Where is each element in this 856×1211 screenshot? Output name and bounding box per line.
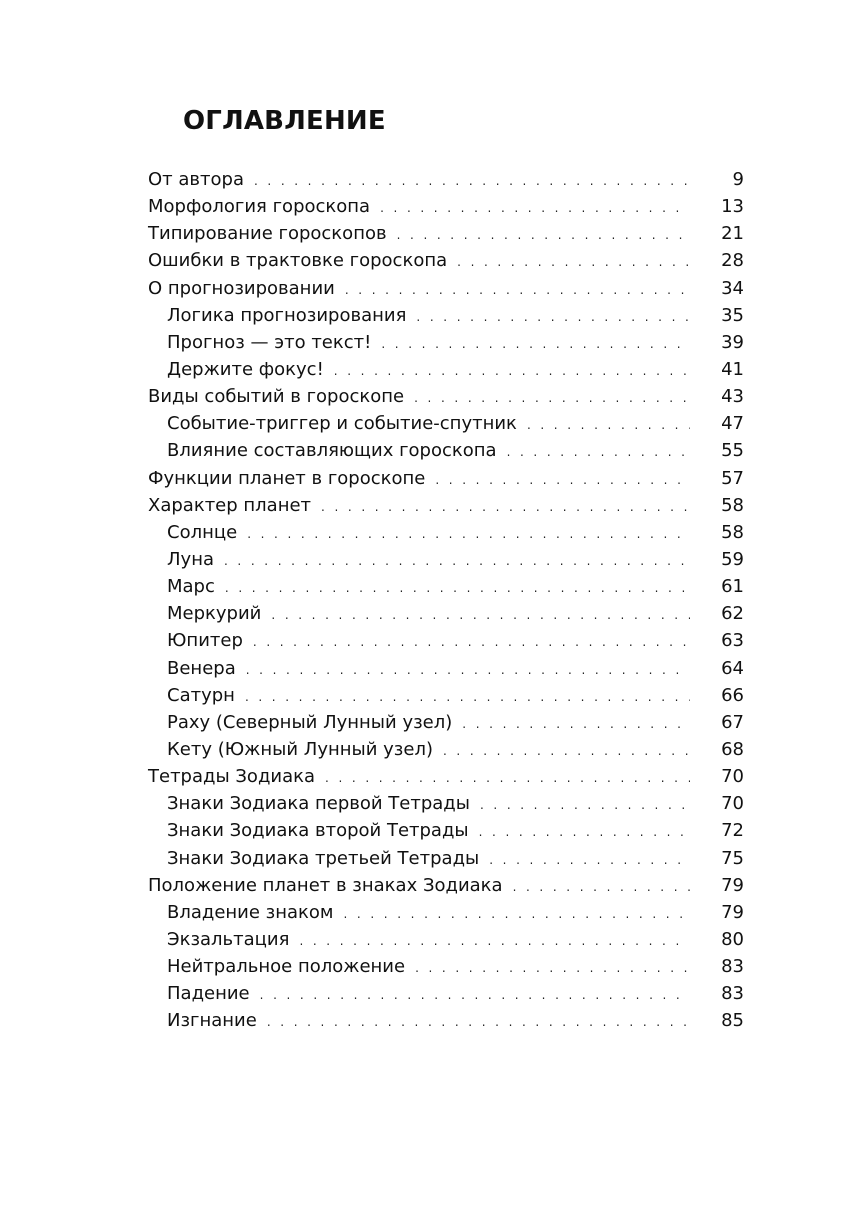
toc-entry-title: Знаки Зодиака третьей Тетрады [167, 847, 480, 869]
toc-entry[interactable] [148, 793, 744, 820]
toc-entry[interactable] [148, 305, 744, 332]
toc-entry-page-number: 58 [721, 494, 744, 516]
toc-entry-page-number: 21 [721, 223, 744, 245]
toc-entry-title: Солнце [167, 521, 238, 543]
toc-entry-title: Виды событий в гороскопе [148, 386, 405, 408]
toc-entry-title: Меркурий [167, 603, 262, 625]
toc-entry-title: Раху (Северный Лунный узел) [167, 711, 453, 733]
toc-entry-page-number: 80 [721, 928, 744, 950]
toc-entry[interactable] [148, 386, 744, 413]
dot-leader [267, 1015, 690, 1029]
toc-entry[interactable] [148, 630, 744, 657]
toc-entry-title: Влияние составляющих гороскопа [167, 440, 497, 462]
dot-leader [513, 880, 690, 894]
toc-entry-page-number: 9 [732, 169, 744, 190]
dot-leader [247, 527, 690, 541]
toc-entry-page-number: 57 [721, 467, 744, 489]
toc-entry-title: Характер планет [148, 494, 312, 516]
dot-leader [271, 608, 690, 622]
toc-entry-page-number: 79 [721, 901, 744, 923]
toc-entry-title: Логика прогнозирования [167, 304, 407, 326]
toc-entry[interactable] [148, 766, 744, 793]
dot-leader [334, 364, 690, 378]
toc-entry[interactable] [148, 739, 744, 766]
toc-entry-page-number: 83 [721, 983, 744, 1005]
toc-entry-title: Событие-триггер и событие-спутник [167, 413, 517, 435]
toc-entry[interactable] [148, 278, 744, 305]
toc-entry-title: Юпитер [167, 630, 243, 652]
toc-entry-title: Нейтральное положение [167, 956, 406, 978]
toc-entry[interactable] [148, 468, 744, 495]
toc-entry-title: Луна [167, 548, 214, 570]
toc-entry-title: Марс [167, 576, 215, 598]
toc-entry-title: Держите фокус! [167, 358, 324, 380]
toc-entry[interactable] [148, 848, 744, 875]
toc-entry-title: Изгнание [167, 1010, 257, 1032]
dot-leader [245, 690, 690, 704]
toc-entry-page-number: 13 [721, 196, 744, 218]
toc-entry[interactable] [148, 332, 744, 359]
toc-entry[interactable] [148, 983, 744, 1010]
toc-entry-page-number: 55 [721, 440, 744, 462]
toc-entry[interactable] [148, 522, 744, 549]
toc-entry-page-number: 66 [721, 684, 744, 706]
toc-entry-title: Морфология гороскопа [148, 196, 371, 218]
toc-entry-page-number: 75 [721, 847, 744, 869]
toc-entry-page-number: 70 [721, 766, 744, 788]
toc-entry[interactable] [148, 196, 744, 223]
toc-entry-title: Венера [167, 657, 236, 679]
toc-entry[interactable] [148, 658, 744, 685]
toc-entry[interactable] [148, 956, 744, 983]
toc-entry-title: Типирование гороскопов [148, 223, 387, 245]
toc-entry[interactable] [148, 169, 744, 196]
toc-entry[interactable] [148, 712, 744, 739]
dot-leader [321, 500, 690, 514]
toc-entry[interactable] [148, 929, 744, 956]
dot-leader [489, 853, 690, 867]
toc-entry-title: Сатурн [167, 684, 235, 706]
dot-leader [416, 310, 690, 324]
dot-leader [299, 934, 690, 948]
toc-entry[interactable] [148, 359, 744, 386]
dot-leader [415, 961, 690, 975]
toc-entry-page-number: 41 [721, 358, 744, 380]
dot-leader [443, 744, 690, 758]
dot-leader [527, 418, 690, 432]
dot-leader [246, 663, 690, 677]
toc-entry[interactable] [148, 820, 744, 847]
toc-entry[interactable] [148, 685, 744, 712]
toc-entry-page-number: 28 [721, 250, 744, 272]
dot-leader [507, 445, 690, 459]
dot-leader [325, 771, 690, 785]
toc-entry-page-number: 59 [721, 548, 744, 570]
toc-entry[interactable] [148, 250, 744, 277]
toc-entry-page-number: 43 [721, 386, 744, 408]
dot-leader [381, 337, 690, 351]
toc-entry-title: Ошибки в трактовке гороскопа [148, 250, 448, 272]
dot-leader [414, 391, 690, 405]
dot-leader [254, 174, 690, 188]
toc-entry-page-number: 79 [721, 874, 744, 896]
toc-entry-page-number: 61 [721, 576, 744, 598]
toc-entry[interactable] [148, 576, 744, 603]
toc-entry[interactable] [148, 495, 744, 522]
toc-entry-page-number: 70 [721, 793, 744, 815]
toc-entry-title: Тетрады Зодиака [148, 766, 316, 788]
dot-leader [479, 825, 690, 839]
dot-leader [225, 581, 690, 595]
toc-entry[interactable] [148, 549, 744, 576]
dot-leader [397, 228, 690, 242]
toc-entry-title: Функции планет в гороскопе [148, 467, 426, 489]
dot-leader [380, 201, 690, 215]
toc-entry-page-number: 62 [721, 603, 744, 625]
toc-entry[interactable] [148, 902, 744, 929]
toc-entry-page-number: 68 [721, 738, 744, 760]
dot-leader [435, 473, 690, 487]
toc-entry-title: Падение [167, 983, 250, 1005]
toc-entry-title: Экзальтация [167, 928, 290, 950]
toc-entry-title: Кету (Южный Лунный узел) [167, 738, 433, 760]
toc-entry-page-number: 85 [721, 1010, 744, 1032]
toc-entry[interactable] [148, 603, 744, 630]
dot-leader [480, 798, 690, 812]
toc-entry-title: Владение знаком [167, 901, 334, 923]
toc-entry-page-number: 63 [721, 630, 744, 652]
toc-entry-page-number: 47 [721, 413, 744, 435]
toc-entry-page-number: 83 [721, 956, 744, 978]
dot-leader [260, 988, 690, 1002]
table-of-contents [148, 169, 744, 1038]
toc-entry-title: Положение планет в знаках Зодиака [148, 874, 503, 896]
toc-entry-page-number: 34 [721, 277, 744, 299]
toc-entry[interactable] [148, 440, 744, 467]
toc-entry[interactable] [148, 1010, 744, 1037]
dot-leader [344, 907, 691, 921]
dot-leader [457, 255, 690, 269]
toc-entry-title: Знаки Зодиака первой Тетрады [167, 793, 470, 815]
toc-entry-page-number: 64 [721, 657, 744, 679]
toc-entry[interactable] [148, 875, 744, 902]
dot-leader [253, 635, 690, 649]
toc-entry-page-number: 39 [721, 331, 744, 353]
dot-leader [345, 283, 690, 297]
dot-leader [462, 717, 690, 731]
page-title: ОГЛАВЛЕНИЕ [183, 106, 386, 136]
toc-entry[interactable] [148, 413, 744, 440]
toc-entry-title: О прогнозировании [148, 277, 335, 299]
toc-entry-page-number: 72 [721, 820, 744, 842]
toc-entry[interactable] [148, 223, 744, 250]
toc-entry-title: От автора [148, 169, 244, 190]
toc-entry-page-number: 35 [721, 304, 744, 326]
toc-entry-title: Знаки Зодиака второй Тетрады [167, 820, 469, 842]
toc-entry-title: Прогноз — это текст! [167, 331, 372, 353]
toc-entry-page-number: 58 [721, 521, 744, 543]
toc-entry-page-number: 67 [721, 711, 744, 733]
dot-leader [224, 554, 690, 568]
